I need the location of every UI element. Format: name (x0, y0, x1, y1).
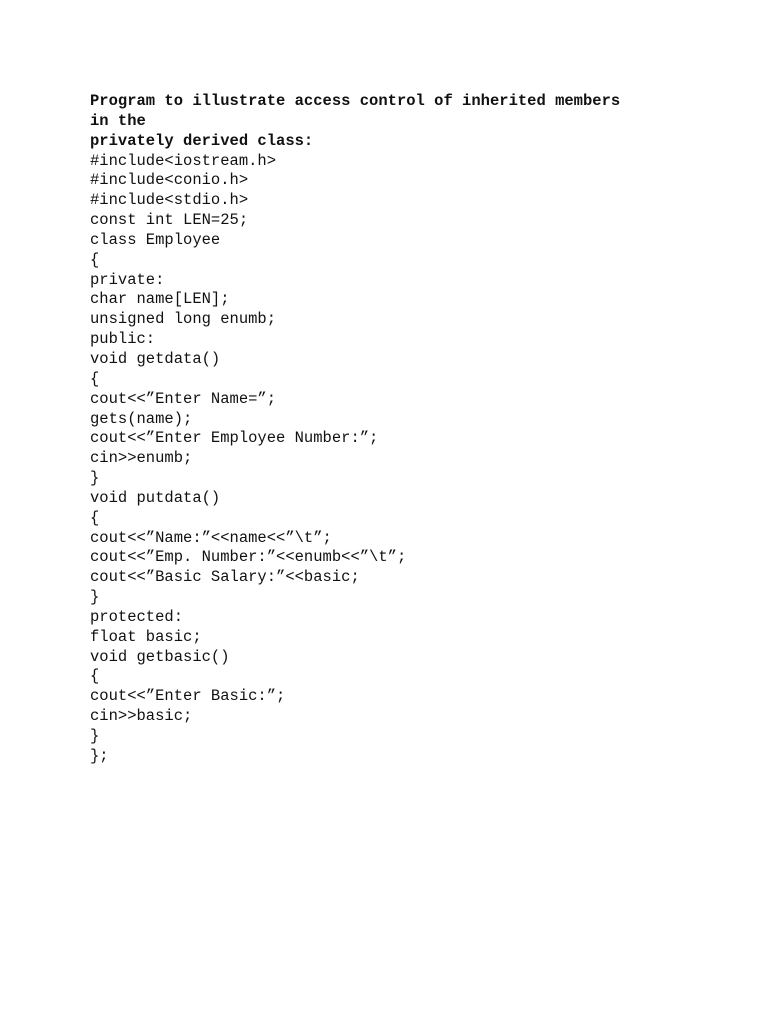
code-line: #include<iostream.h> (90, 151, 277, 170)
code-line: cout<<”Enter Basic:”; (90, 687, 286, 706)
code-line: #include<conio.h> (90, 171, 249, 190)
code-line: { (90, 667, 100, 686)
code-line: }; (90, 746, 109, 765)
code-line: void getdata() (90, 349, 221, 368)
code-line: void getbasic() (90, 647, 230, 666)
code-line: cin>>enumb; (90, 449, 193, 468)
code-line: cout<<”Name:”<<name<<”\t”; (90, 528, 332, 547)
code-line: gets(name); (90, 409, 193, 428)
heading-line: privately derived class: (90, 131, 314, 150)
code-line: cout<<”Basic Salary:”<<basic; (90, 568, 360, 587)
code-line: { (90, 369, 100, 388)
program-heading (90, 92, 710, 152)
code-listing (90, 152, 710, 767)
document-content (90, 92, 710, 767)
code-line: protected: (90, 607, 184, 626)
heading-line: Program to illustrate access control of inherited members (90, 92, 621, 110)
code-line: } (90, 469, 100, 488)
code-line: void putdata() (90, 488, 221, 507)
code-line: float basic; (90, 627, 202, 646)
code-line: cout<<”Enter Employee Number:”; (90, 429, 379, 448)
code-line: } (90, 727, 100, 745)
heading-line: in the (90, 111, 146, 130)
code-line: { (90, 508, 100, 527)
code-line: cin>>basic; (90, 707, 193, 726)
code-line: cout<<”Emp. Number:”<<enumb<<”\t”; (90, 548, 407, 567)
code-line: } (90, 588, 100, 607)
code-line: const int LEN=25; (90, 211, 249, 230)
code-line: char name[LEN]; (90, 290, 230, 309)
code-line: { (90, 250, 100, 269)
code-line: #include<stdio.h> (90, 191, 249, 210)
code-line: private: (90, 270, 165, 289)
code-line: class Employee (90, 230, 221, 249)
code-line: public: (90, 330, 156, 349)
code-line: unsigned long enumb; (90, 310, 277, 329)
code-line: cout<<”Enter Name=”; (90, 389, 277, 408)
